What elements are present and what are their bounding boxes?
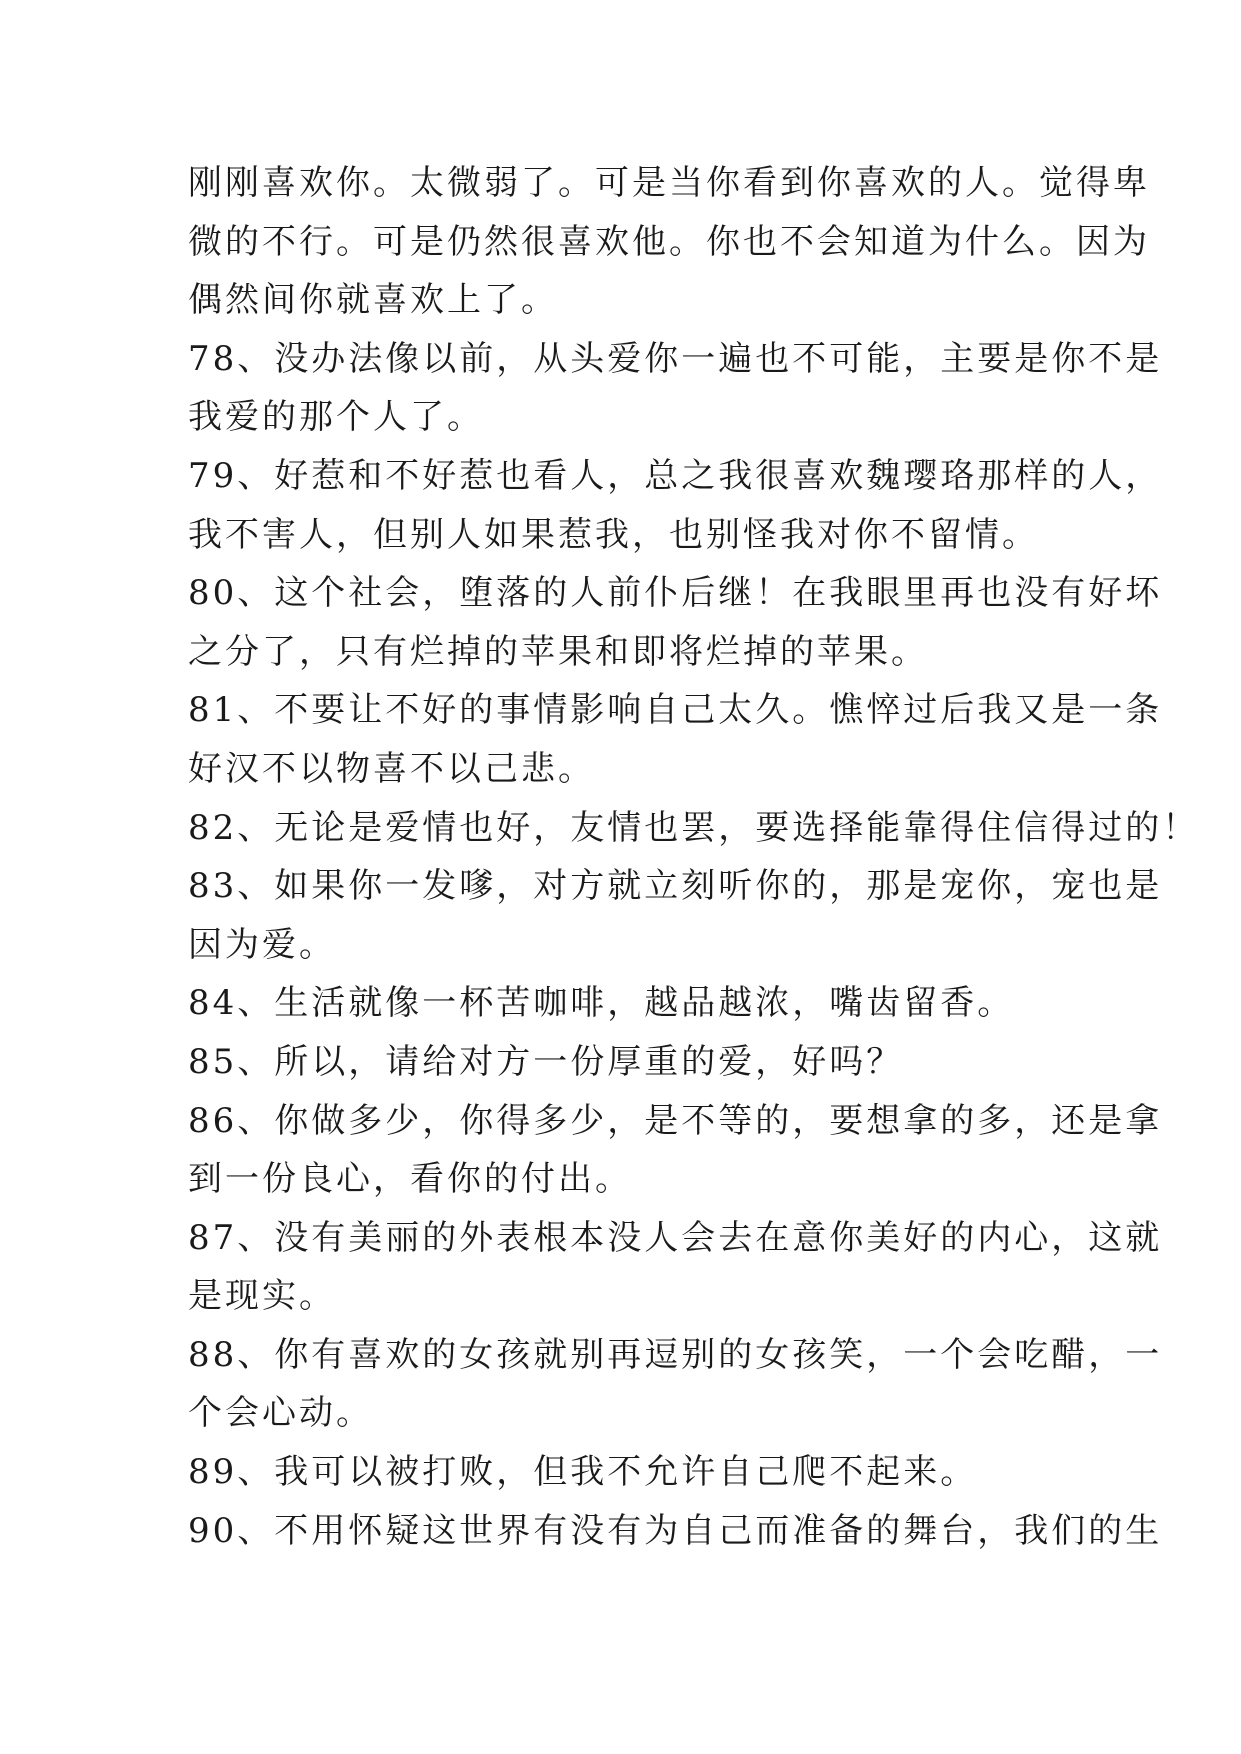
text-line: 78、没办法像以前，从头爱你一遍也不可能，主要是你不是 xyxy=(188,338,1163,379)
text-line: 82、无论是爱情也好，友情也罢，要选择能靠得住信得过的！ xyxy=(188,807,1200,848)
text-line: 我爱的那个人了。 xyxy=(188,397,484,438)
text-line: 个会心动。 xyxy=(188,1393,373,1434)
text-line: 刚刚喜欢你。太微弱了。可是当你看到你喜欢的人。觉得卑 xyxy=(188,163,1150,203)
text-line: 79、好惹和不好惹也看人，总之我很喜欢魏璎珞那样的人， xyxy=(188,455,1163,496)
text-line: 微的不行。可是仍然很喜欢他。你也不会知道为什么。因为 xyxy=(188,221,1150,262)
text-line: 我不害人，但别人如果惹我，也别怪我对你不留情。 xyxy=(188,514,1039,555)
text-line: 83、如果你一发嗲，对方就立刻听你的，那是宠你，宠也是 xyxy=(188,866,1163,907)
text-line: 好汉不以物喜不以己悲。 xyxy=(188,748,595,789)
text-line: 88、你有喜欢的女孩就别再逗别的女孩笑，一个会吃醋，一 xyxy=(188,1334,1163,1375)
text-line: 偶然间你就喜欢上了。 xyxy=(188,280,558,321)
text-line: 到一份良心，看你的付出。 xyxy=(188,1159,632,1200)
text-line: 因为爱。 xyxy=(188,924,336,965)
text-line: 之分了，只有烂掉的苹果和即将烂掉的苹果。 xyxy=(188,631,928,672)
text-line: 86、你做多少，你得多少，是不等的，要想拿的多，还是拿 xyxy=(188,1100,1163,1141)
text-line: 89、我可以被打败，但我不允许自己爬不起来。 xyxy=(188,1452,978,1493)
text-line: 81、不要让不好的事情影响自己太久。憔悴过后我又是一条 xyxy=(188,690,1163,731)
text-line: 87、没有美丽的外表根本没人会去在意你美好的内心，这就 xyxy=(188,1217,1163,1258)
text-line: 80、这个社会，堕落的人前仆后继！在我眼里再也没有好坏 xyxy=(188,573,1163,614)
document-body xyxy=(188,154,1200,1560)
text-line: 90、不用怀疑这世界有没有为自己而准备的舞台，我们的生 xyxy=(188,1510,1163,1551)
text-line: 是现实。 xyxy=(188,1276,336,1317)
text-line: 84、生活就像一杯苦咖啡，越品越浓，嘴齿留香。 xyxy=(188,983,1015,1024)
text-line: 85、所以，请给对方一份厚重的爱，好吗？ xyxy=(188,1041,904,1082)
